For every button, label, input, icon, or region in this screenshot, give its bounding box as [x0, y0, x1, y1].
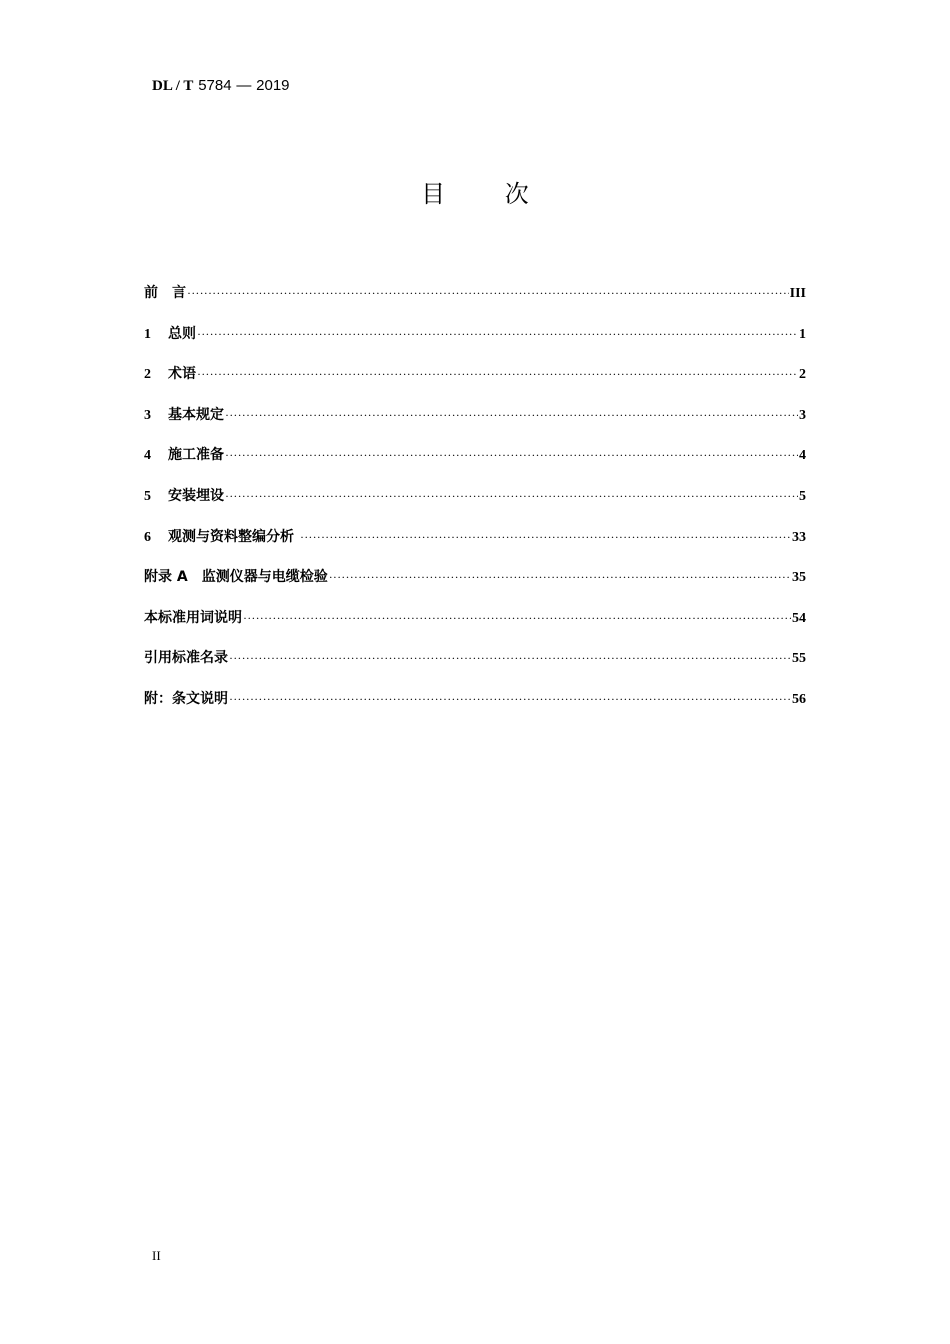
toc-entry-5[interactable]: [144, 485, 806, 526]
toc-leader-dots: [243, 611, 791, 626]
page-title: 目 次: [421, 180, 555, 208]
toc-entry-page: 4: [799, 448, 806, 464]
toc-entry-page: 33: [792, 529, 806, 545]
toc-entry-1[interactable]: [144, 323, 806, 364]
toc-entry-label: 附录 A 监测仪器与电缆检验: [144, 569, 328, 586]
toc-entry-wording[interactable]: [144, 607, 806, 648]
toc-entry-preface[interactable]: [144, 282, 806, 323]
standard-prefix: DL / T: [152, 78, 194, 94]
toc-entry-label: 引用标准名录: [144, 650, 228, 667]
toc-entry-page: 2: [799, 367, 806, 383]
toc-entry-appendix-a[interactable]: [144, 566, 806, 607]
toc-entry-page: 56: [792, 691, 806, 707]
toc-leader-dots: [229, 651, 791, 666]
standard-separator: —: [236, 77, 252, 94]
standard-number: 5784: [198, 77, 232, 94]
toc-entry-label: 4 施工准备: [144, 447, 224, 464]
toc-entry-2[interactable]: [144, 363, 806, 404]
toc-leader-dots: [300, 530, 791, 545]
toc-entry-page: 3: [799, 407, 806, 423]
toc-entry-page: III: [789, 286, 806, 301]
toc-entry-6[interactable]: [144, 526, 806, 567]
toc-entry-label: 6 观测与资料整编分析: [144, 528, 294, 545]
standard-year: 2019: [256, 77, 290, 94]
toc-entry-page: 35: [792, 570, 806, 586]
toc-entry-label: 3 基本规定: [144, 406, 224, 423]
toc-leader-dots: [225, 408, 798, 423]
toc-entry-label: 5 安装埋设: [144, 487, 224, 504]
toc-leader-dots: [225, 489, 798, 504]
toc-entry-label: 附：条文说明: [144, 690, 228, 707]
toc-entry-label: 前 言: [144, 285, 186, 301]
toc-leader-dots: [225, 448, 798, 463]
toc-entry-4[interactable]: [144, 444, 806, 485]
page-number: II: [152, 1248, 161, 1263]
table-of-contents: [144, 282, 806, 729]
toc-entry-page: 5: [799, 488, 806, 504]
toc-entry-references[interactable]: [144, 647, 806, 688]
toc-leader-dots: [329, 570, 791, 585]
toc-entry-page: 1: [799, 326, 806, 342]
toc-leader-dots: [197, 327, 798, 342]
toc-entry-explanation[interactable]: [144, 688, 806, 729]
toc-entry-3[interactable]: [144, 404, 806, 445]
toc-entry-label: 2 术语: [144, 366, 196, 383]
toc-entry-label: 本标准用词说明: [144, 609, 242, 626]
toc-leader-dots: [187, 286, 789, 301]
document-header: [152, 76, 290, 95]
toc-leader-dots: [229, 692, 791, 707]
toc-entry-page: 54: [792, 610, 806, 626]
toc-entry-page: 55: [792, 651, 806, 667]
toc-leader-dots: [197, 367, 798, 382]
toc-entry-label: 1 总则: [144, 325, 196, 342]
